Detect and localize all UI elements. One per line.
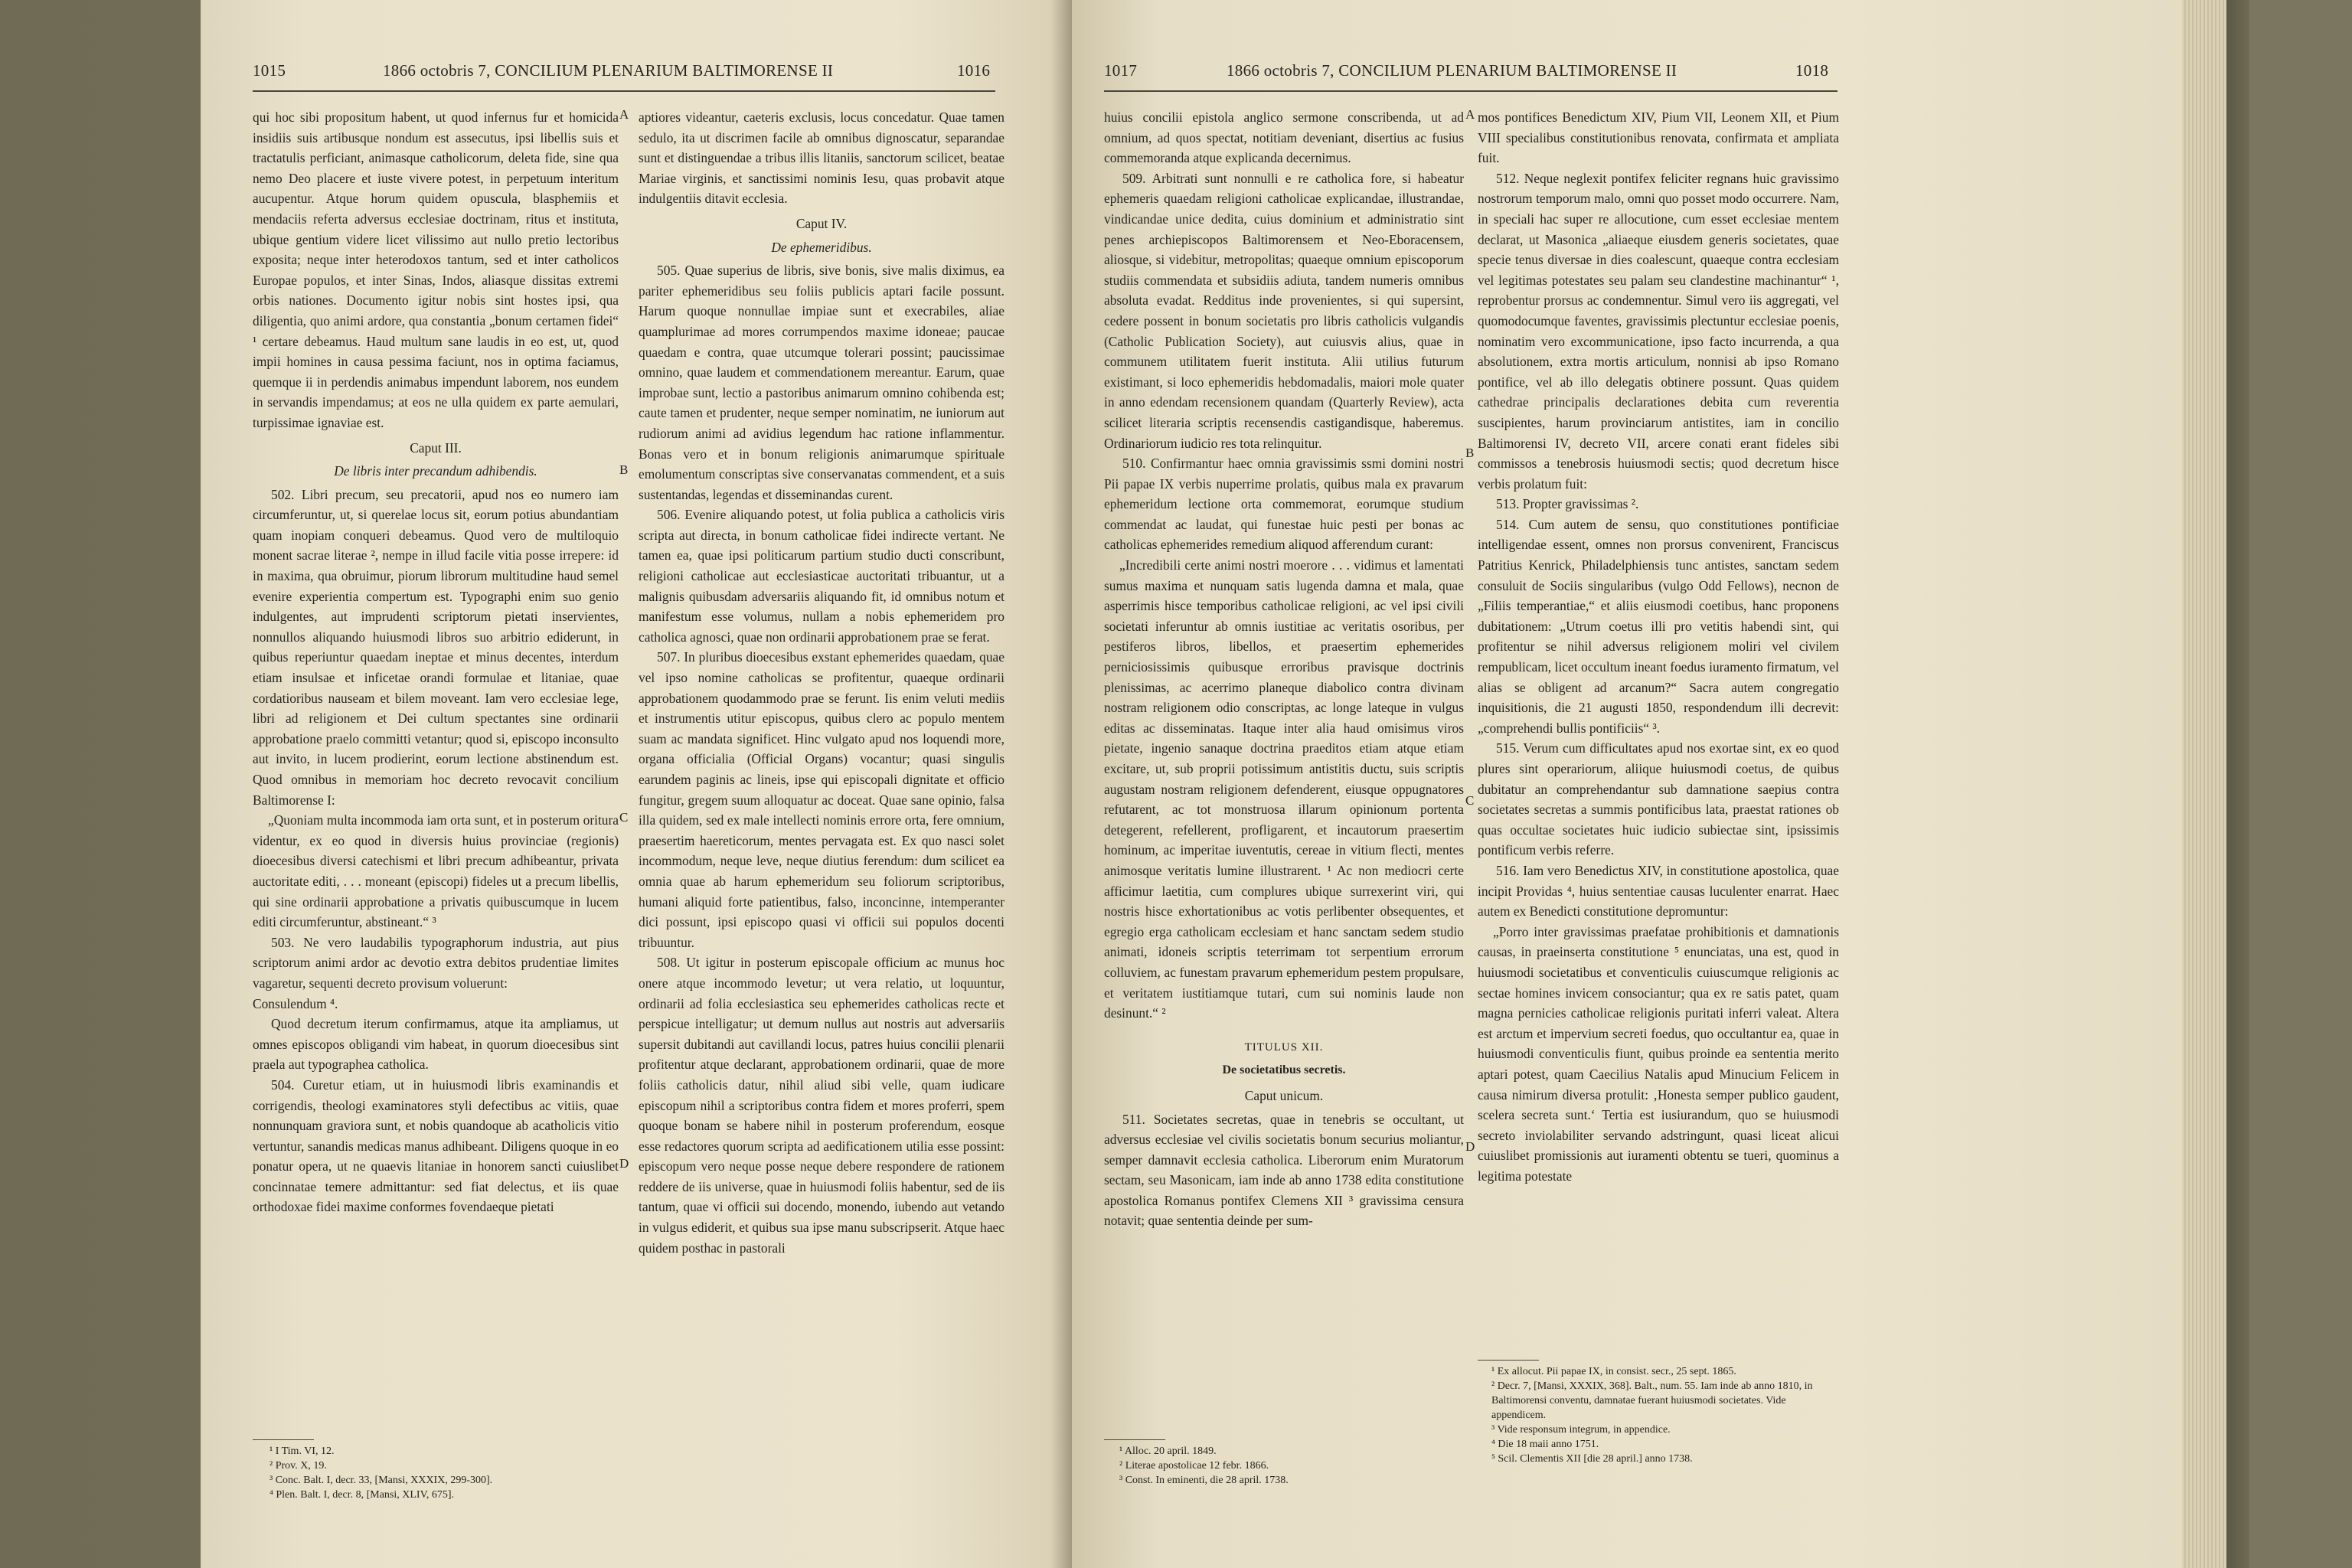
paragraph: 510. Confirmantur haec omnia gravissimis ssmi domini nostri Pii papae IX verbis nuperrime prolatis, quibus mala ex pravarum ephemeridum lectione orta commemorat, eorumque studium commendat ac laudat, qui funestae huic pesti per bonas ac catholicas ephemerides remedium aliquod afferendum curant: (1104, 456, 1464, 553)
paragraph: 514. Cum autem de sensu, quo constitutiones pontificiae intelligendae essent, omnes non prorsus convenirent, Franciscus Patritius Kenrick, Philadelphiensis tunc antistes, sanctam sedem consuluit de Sociis singularibus (vulgo Odd Fellows), necnon de „Filiis temperantiae,“ et aliis eiusmodi coetibus, hanc proponens dubitationem: „Utrum coetus illi pro vetitis habendi sint, qui profitentur se nihil adversus religionem moliri vel civilem rempublicam, licet occultum ineant foedus iuramento firmatum, vel alias se obligent ad arcanum?“ Sacra autem congregatio inquisitionis, die 21 augusti 1850, respondendum illi decrevit: „comprehendi bullis pontificiis“ ³. (1478, 516, 1839, 736)
footnote-rule (1104, 1439, 1165, 1440)
left-page-footnotes (270, 1444, 606, 1502)
paragraph: 516. Iam vero Benedictus XIV, in constitutione apostolica, quae incipit Providas ⁴, huius sententiae causas luculenter enarrat. Haec autem ex Benedicti constitutione depromuntur: (1478, 862, 1839, 920)
page-number-1018: 1018 (1795, 61, 1829, 80)
footnote: ² Literae apostolicae 12 febr. 1866. (1119, 1460, 1269, 1472)
margin-marker-d: D (1465, 1139, 1475, 1154)
paragraph: aptiores videantur, caeteris exclusis, locus concedatur. Quae tamen sedulo, ita ut discrimen facile ab omnibus dignoscatur, separandae sunt et distinguendae a tribus illis litaniis, sanctorum scilicet, beatae Mariae virginis, et sanctissimi nominis Iesu, quas probavit atque indulgentiis ditavit ecclesia. (639, 109, 1004, 207)
paragraph: qui hoc sibi propositum habent, ut quod infernus fur et homicida insidiis suis artibusque nondum est assecutus, ipsi libellis suis et tractatulis perficiant, animasque catholicorum, deleta fide, sine qua nemo Deo placere et iuste vivere potest, in perpetuum interitum aucupentur. Atque horum quidem opuscula, blasphemiis et mendaciis referta adversus ecclesiae doctrinam, ritus et instituta, ubique gentium videre licet vilissimo aut nullo pretio lectoribus exposita; neque inter heterodoxos tantum, sed et inter catholicos Europae populos, et inter Sinas, Indos, aliasque dissitas extremi orbis nationes. Documento igitur nobis sint hostes ipsi, qua diligentia, quo animi ardore, qua constantia „bonum certamen fidei“ ¹ certare debeamus. Haud multum sane laudis in eo est, ut, quod impii homines in causa pessima faciunt, nos in optima faciamus, quemque ii in perdendis animabus impendunt laborem, nos eundem in servandis impendamus; at eos ne ulla quidem ex parte aemulari, turpissimae ignaviae est. (253, 109, 619, 430)
left-page-column-b (639, 107, 1004, 1258)
paragraph: Consulendum ⁴. (253, 995, 338, 1011)
right-page-footnotes-b (1491, 1364, 1836, 1466)
running-title: 1866 octobris 7, CONCILIUM PLENARIUM BALTIMORENSE II (1227, 61, 1677, 80)
page-number-1015: 1015 (253, 61, 286, 80)
header-rule (253, 90, 995, 92)
book-edge-shadow (2226, 0, 2249, 1568)
margin-marker-d: D (619, 1156, 629, 1171)
right-page-column-b (1478, 107, 1839, 1186)
footnote: ³ Vide responsum integrum, in appendice. (1491, 1424, 1671, 1436)
paragraph: 505. Quae superius de libris, sive bonis, sive malis diximus, ea pariter ephemeridibus seu foliis publicis aptari facile possunt. Harum quoque nonnullae impiae sunt et execrabiles, aliae quamplurimae ad mores corrumpendos maxime idoneae; paucae quaedam e contra, quae utcumque tolerari possint; paucissimae omnino, quae laudem et commendationem mereantur. Earum, quae improbae sunt, lectio a pastoribus animarum omnino cohibenda est; caute tamen et prudenter, neque semper nominatim, ne iuniorum aut rudiorum animi ad avidius legendum hac ratione inflammentur. Bonas vero et in bonum religionis animarumque spirituale emolumentum conscriptas sive conservanatas commendent, et a suis sustentandas, legendas et disseminandas curent. (639, 263, 1004, 502)
margin-marker-c: C (619, 810, 629, 825)
paragraph: Quod decretum iterum confirmamus, atque ita ampliamus, ut omnes episcopos obligandi vim habeat, in quorum dioecesibus sint praela aut typographea catholica. (253, 1016, 619, 1073)
quotation: „Quoniam multa incommoda iam orta sunt, et in posterum oritura videntur, ex eo quod in diversis huius provinciae (regionis) dioecesibus diversi catechismi et libri precum adhibeantur, privata auctoritate editi, . . . moneant (episcopi) fideles ut a precum libellis, qui sine ordinarii approbatione a privatis quibuscumque in lucem editi circumferuntur, abstineant.“ ³ (253, 812, 619, 930)
paragraph: 502. Libri precum, seu precatorii, apud nos eo numero iam circumferuntur, ut, si querelae locus sit, eorum potius abundantiam quam inopiam conqueri debeamus. Quod vero de multiloquio monent sacrae literae ², nempe in illud facile vitia posse irrepere: id in maxima, qua obruimur, piorum librorum multitudine haud semel evenire experientia compertum est. Typographi enim suo genio indulgentes, aut imprudenti scriptorum pietati inservientes, nonnullos aliquando huiusmodi libros suo arbitrio ediderunt, in quibus reperiuntur quaedam ineptae et minus decentes, interdum etiam insulsae et inficetae orandi formulae et litaniae, quae cordatioribus nauseam et bilem moveant. Iam vero ecclesiae lege, libri ad religionem et Dei cultum spectantes sine ordinarii approbatione praelo committi vetantur; quod si, episcopo inconsulto aut invito, in lucem prodierint, eorum lectione abstinendum est. Quod omnibus in memoriam hoc decreto revocavit concilium Baltimorense I: (253, 486, 619, 808)
margin-marker-c: C (1465, 793, 1475, 808)
footnote: ⁴ Plen. Balt. I, decr. 8, [Mansi, XLIV, 675]. (270, 1489, 455, 1501)
paragraph: huius concilii epistola anglico sermone conscribenda, ut ad omnium, ad quos spectat, notitiam deveniant, disertius ac fusius commemoranda atque explicanda decernimus. (1104, 109, 1464, 166)
paragraph: 512. Neque neglexit pontifex feliciter regnans huic gravissimo nostrorum temporum malo, omni quo posset modo occurrere. Nam, in speciali hac super re allocutione, cum esset ecclesiae mentem declarat, ut Masonica „aliaeque eiusdem generis societates, quae specie tenus diversae in dies coalescunt, quaeque contra ecclesiam vel legitimas potestates seu palam seu clandestine machinantur“ ¹, reprobentur prorsus ac condemnentur. Simul vero iis aggregati, vel quomodocumque faventes, gravissimis plectuntur ecclesiae poenis, nominatim vero excommunicatione, ipso facto incurrenda, a qua absolutionem, extra mortis articulum, nonnisi ab ipso Romano pontifice, vel ab illo delegatis obtinere possunt. Quas quidem cathedrae principalis declarationes debita cum reverentia suscipientes, harum provinciarum antistites, iam in concilio Baltimorensi IV, decreto VII, arcere conati erant fideles sibi commissos a tenebrosis huiusmodi sectis; quod decretum hisce verbis prolatum fuit: (1478, 170, 1839, 492)
footnote: ³ Conc. Balt. I, decr. 33, [Mansi, XXXIX, 299-300]. (270, 1475, 493, 1486)
right-page-header (1072, 61, 2182, 92)
footnote: ¹ I Tim. VI, 12. (270, 1446, 335, 1457)
page-number-1016: 1016 (957, 61, 991, 80)
left-page-header (201, 61, 1072, 92)
left-page (201, 0, 1072, 1568)
paragraph: 507. In pluribus dioecesibus exstant ephemerides quaedam, quae vel ipso nomine catholicas se profitentur, quaeque ordinarii approbationem quodammodo prae se ferunt. Iis enim veluti mediis et instrumentis utitur episcopus, quibus clero ac populo mentem suam ac mandata significet. Hinc vulgato apud nos loquendi more, organa officialia (Official Organs) vocantur; quasi singulis earundem paginis ac lineis, ipse qui episcopali dignitate et officio fungitur, gregem suum alloquatur ac doceat. Quae sane opinio, falsa illa quidem, sed ex male intellecti nominis errore orta, fere omnium, praesertim haereticorum, mentes pervagata est. Ex quo nasci solet incommodum, neque leve, neque diutius ferendum: dum scilicet ea omnia quae ab harum ephemeridum seu foliorum scriptoribus, humani aliquid forte patientibus, falso, inconcinne, intemperanter dici possunt, ipsi episcopo quasi vi officii sui populos docenti tribuuntur. (639, 649, 1004, 950)
chapter-heading: Caput IV. (795, 215, 848, 231)
footnote: ¹ Ex allocut. Pii papae IX, in consist. secr., 25 sept. 1865. (1491, 1366, 1736, 1377)
quotation: „Porro inter gravissimas praefatae prohibitionis et damnationis causas, in praeinserta constitutione ⁵ enunciatas, una est, quod in huiusmodi societatibus et conventiculis cuiuscumque religionis ac sectae homines invicem consociantur; qua ex re satis patet, quam magna pernicies catholicae religionis puritati inferri valeat. Altera est arctum et impervium secreti foedus, quo occultantur ea, quae in huiusmodi conventiculis fiunt, quibus proinde ea sententia merito aptari potest, quam Caecilius Natalis apud Minucium Felicem in causa nimirum diversa protulit: ‚Honesta semper publico gaudent, scelera secreta sunt.‘ Tertia est iusiurandum, quo se huiusmodi secreto inviolabiliter servando adstringunt, quasi liceat alicui cuiuslibet promissionis aut iuramenti obtentu se tueri, quominus a legitima potestate (1478, 923, 1839, 1184)
paragraph: 508. Ut igitur in posterum episcopale officium ac munus hoc onere atque incommodo levetur; ut vera relatio, ut loquuntur, ordinarii ad folia ecclesiastica seu ephemerides catholicas recte et perspicue intelligatur; ut demum nullus aut nostris aut adversariis supersit dubitandi aut cavillandi locus, patres huius concilii plenarii profitentur atque declarant, approbationem ordinarii, quae de more foliis catholicis datur, nihil aliud sibi velle, quam iudicare episcopum nihil a scriptoribus contra fidem et mores proferri, spem quoque bonam se habere nihil in posterum proferendum, eosque esse redactores quorum scripta ad aedificationem utilia esse possint: episcopum vero neque posse neque debere respondere de rationem reddere de iis universe, quae in huiusmodi foliis habentur, sed de iis tantum, quae vi officii sui docendo, monendo, iubendo aut vetando in vulgus ediderit, et quibus sua ipse manu subscripserit. Atque haec quidem posthac in pastorali (639, 955, 1004, 1256)
page-number-1017: 1017 (1104, 61, 1138, 80)
header-rule (1104, 90, 1838, 92)
left-page-column-a (253, 107, 619, 1217)
title-heading: TITULUS XII. (1244, 1040, 1324, 1054)
paragraph: 509. Arbitrati sunt nonnulli e re catholica fore, si habeatur ephemeris quaedam religioni catholicae explicandae, illustrandae, vindicandae unice dedita, cuius dominium et administratio sint penes archiepiscopos Baltimorensem et Neo-Eboracensem, aliosque, si videbitur, metropolitas; quaeque omnium episcoporum studiis commendata et subsidiis adiuta, tandem numeris omnibus absoluta evadat. Redditus inde provenientes, si qui supersint, cedere possent in bonum societatis pro libris catholicis vulgandis (Catholic Publication Society), aut cuiusvis alius, quae in communem utilitatem fuerit instituta. Alii utilius futurum existimant, si loco ephemeridis hebdomadalis, maiori mole quater in anno edendam recensionem quandam (Quarterly Review), acta scilicet literaria scriptis recensendis castigandisque, haberemus. Ordinariorum iudicio res tota relinquitur. (1104, 170, 1464, 451)
chapter-heading: Caput III. (410, 439, 462, 456)
footnote: ⁴ Die 18 maii anno 1751. (1491, 1439, 1599, 1450)
quotation: „Incredibili certe animi nostri moerore . . . vidimus et lamentati sumus maxima et nunquam satis lugenda damna et mala, quae asperrimis hisce temporibus catholicae religioni, ac vel ipsi civili societati inferuntur ab omnis iustitiae ac veritatis osoribus, per pestiferos libros, libellos, et praesertim ephemerides perniciosissimis quibusque erroribus pravisque doctrinis plenissimas, ac acerrimo planeque diabolico contra divinam nostram religionem odio conscriptas, ac longe lateque in vulgus editas ac disseminatas. Itaque inter alia haud omisimus viros pietate, ingenio sanaque doctrina praeditos etiam atque etiam excitare, ut, sub proprii potissimum antistitis ductu, suis scriptis augustam nostram religionem defenderent, eiusque oppugnatores refutarent, ac tot monstruosa illarum opinionum portenta detegerent, refellerent, profligarent, et incautorum praesertim hominum, ac imperitae iuventutis, cereae in vitium flecti, mentes animosque veritatis lumine illustrarent. ¹ Ac non mediocri certe afficimur laetitia, cum complures ubique surrexerint viri, qui nostris hisce exhortationibus ac votis perlibenter obsequentes, et egregio erga catholicam ecclesiam et hanc sanctam sedem studio animati, idoneis scriptis teterrimam tot serpentium errorum colluviem, ac funestam pravarum ephemeridum pestem propulsare, et veritatem iustitiamque tutari, cum sui nominis laude non desinunt.“ ² (1104, 557, 1464, 1021)
paragraph: 504. Curetur etiam, ut in huiusmodi libris examinandis et corrigendis, theologi examinatores styli defectibus ac vitiis, quae nonnunquam graviora sunt, et nobis quandoque ab acatholicis vitio vertuntur, sanandis medicas manus adhibeant. Diligens quoque in eo ponatur opera, ut ne quaevis litaniae in honorem sancti cuiuslibet concinnatae temere admittantur: sed fiat delectus, et iis quae orthodoxae fidei maxime conformes fovendaeque pietati (253, 1076, 619, 1215)
footnote-rule (1478, 1360, 1539, 1361)
chapter-heading: Caput unicum. (1244, 1087, 1324, 1103)
paragraph: mos pontifices Benedictum XIV, Pium VII, Leonem XII, et Pium VIII specialibus constitutionibus renovata, confirmata et ampliata fuit. (1478, 109, 1839, 166)
running-title: 1866 octobris 7, CONCILIUM PLENARIUM BALTIMORENSE II (383, 61, 834, 80)
footnote: ⁵ Scil. Clementis XII [die 28 april.] anno 1738. (1491, 1453, 1693, 1465)
page-fore-edge (2182, 0, 2226, 1568)
margin-marker-b: B (619, 462, 629, 477)
paragraph: 506. Evenire aliquando potest, ut folia publica a catholicis viris scripta aut directa, in bonum catholicae fidei indirecte vertant. Ne tamen ea, quae ipsi politicarum partium studio ducti conscribunt, religioni catholicae aut ecclesiasticae auctoritati tribuantur, ut a malignis quibusdam adversariis aliquando fit, id omnibus notum et manifestum esse volumus, nullam a nobis ephemeridem pro catholica agnosci, quae non ordinarii approbationem prae se ferat. (639, 507, 1004, 645)
title-name: De societatibus secretis. (1222, 1063, 1346, 1077)
footnote: ² Prov. X, 19. (270, 1460, 327, 1472)
paragraph: 511. Societates secretas, quae in tenebris se occultant, ut adversus ecclesiae vel civilis societatis bonum securius moliantur, semper damnavit ecclesia catholica. Liberorum enim Muratorum sectam, seu Masonicam, iam inde ab anno 1738 edita constitutione apostolica Romanus pontifex Clemens XII ³ gravissima censura notavit; quae sententia deinde per sum- (1104, 1111, 1464, 1229)
footnote: ³ Const. In eminenti, die 28 april. 1738. (1119, 1475, 1289, 1486)
right-page-column-a (1104, 107, 1464, 1231)
margin-marker-b: B (1465, 446, 1475, 460)
paragraph: 503. Ne vero laudabilis typographorum industria, aut pius scriptorum animi ardor ac devotio extra debitos prudentiae limites vagaretur, sequenti decreto provisum voluerunt: (253, 934, 619, 991)
footnote: ² Decr. 7, [Mansi, XXXIX, 368]. Balt., num. 55. Iam inde ab anno 1810, in Baltimorensi conventu, damnatae fuerant huiusmodi societates. Vide appendicem. (1491, 1380, 1813, 1421)
chapter-subtitle: De libris inter precandum adhibendis. (334, 463, 537, 479)
footnote: ¹ Alloc. 20 april. 1849. (1119, 1446, 1217, 1457)
footnote-rule (253, 1439, 314, 1440)
right-page (1072, 0, 2182, 1568)
chapter-subtitle: De ephemeridibus. (771, 239, 872, 255)
margin-marker-a: A (1465, 107, 1475, 122)
margin-marker-a: A (619, 107, 629, 122)
paragraph: 513. Propter gravissimas ². (1496, 496, 1639, 512)
paragraph: 515. Verum cum difficultates apud nos exortae sint, ex eo quod plures sint operariorum, aliique huiusmodi coetus, de quibus dubitatur an comprehendantur sub damnatione saepius contra societates secretas a summis pontificibus lata, praestat rationes ob quas occultae societates huic iudicio subiectae sint, ipsissimis pontificum verbis referre. (1478, 740, 1839, 858)
right-page-footnotes-a (1119, 1444, 1456, 1488)
